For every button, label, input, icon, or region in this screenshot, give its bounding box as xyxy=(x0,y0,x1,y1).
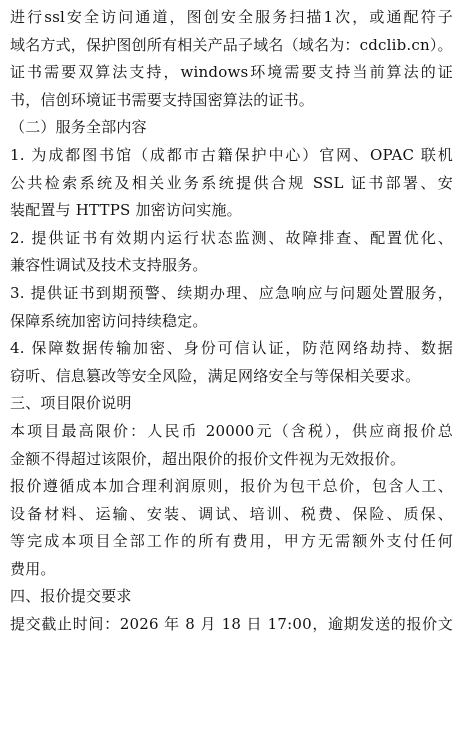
text-line-12: 保障系统加密访问持续稳定。 xyxy=(10,311,208,330)
section-heading-service-content: （二）服务全部内容 xyxy=(10,118,147,137)
text-line-6: 1. 为成都图书馆（成都市古籍保护中心）官网、OPAC 联机 xyxy=(10,145,453,164)
text-line-18: 报价遵循成本加合理利润原则，报价为包干总价，包含人工、 xyxy=(10,477,453,496)
text-line-9: 2. 提供证书有效期内运行状态监测、故障排查、配置优化、 xyxy=(10,228,453,247)
text-line-23: 提交截止时间：2026 年 8 月 18 日 17:00，逾期发送的报价文 xyxy=(10,615,453,634)
text-line-7: 公共检索系统及相关业务系统提供合规 SSL 证书部署、安 xyxy=(10,173,453,192)
text-line-14: 窃听、信息篡改等安全风险，满足网络安全与等保相关要求。 xyxy=(10,366,421,385)
text-line-1: 进行ssl安全访问通道，图创安全服务扫描1次，或通配符子 xyxy=(10,8,453,26)
text-line-11: 3. 提供证书到期预警、续期办理、应急响应与问题处置服务， xyxy=(10,283,453,302)
text-line-3: 证书需要双算法支持，windows环境需要支持当前算法的证 xyxy=(10,63,453,82)
text-line-21: 费用。 xyxy=(10,559,56,578)
text-line-8: 装配置与 HTTPS 加密访问实施。 xyxy=(10,201,242,220)
text-line-4: 书，信创环境证书需要支持国密算法的证书。 xyxy=(10,90,315,109)
section-heading-price-limit: 三、项目限价说明 xyxy=(10,394,132,413)
text-line-20: 等完成本项目全部工作的所有费用，甲方无需额外支付任何 xyxy=(10,532,453,551)
text-line-2: 域名方式，保护图创所有相关产品子域名（域名为：cdclib.cn）。 xyxy=(10,35,453,54)
text-line-13: 4. 保障数据传输加密、身份可信认证，防范网络劫持、数据 xyxy=(10,339,453,358)
section-heading-submission: 四、报价提交要求 xyxy=(10,587,132,606)
text-line-17: 金额不得超过该限价，超出限价的报价文件视为无效报价。 xyxy=(10,449,406,468)
text-line-19: 设备材料、运输、安装、调试、培训、税费、保险、质保、 xyxy=(10,504,453,523)
text-line-16: 本项目最高限价：人民币 20000元（含税），供应商报价总 xyxy=(10,421,453,440)
text-line-10: 兼容性调试及技术支持服务。 xyxy=(10,256,208,275)
